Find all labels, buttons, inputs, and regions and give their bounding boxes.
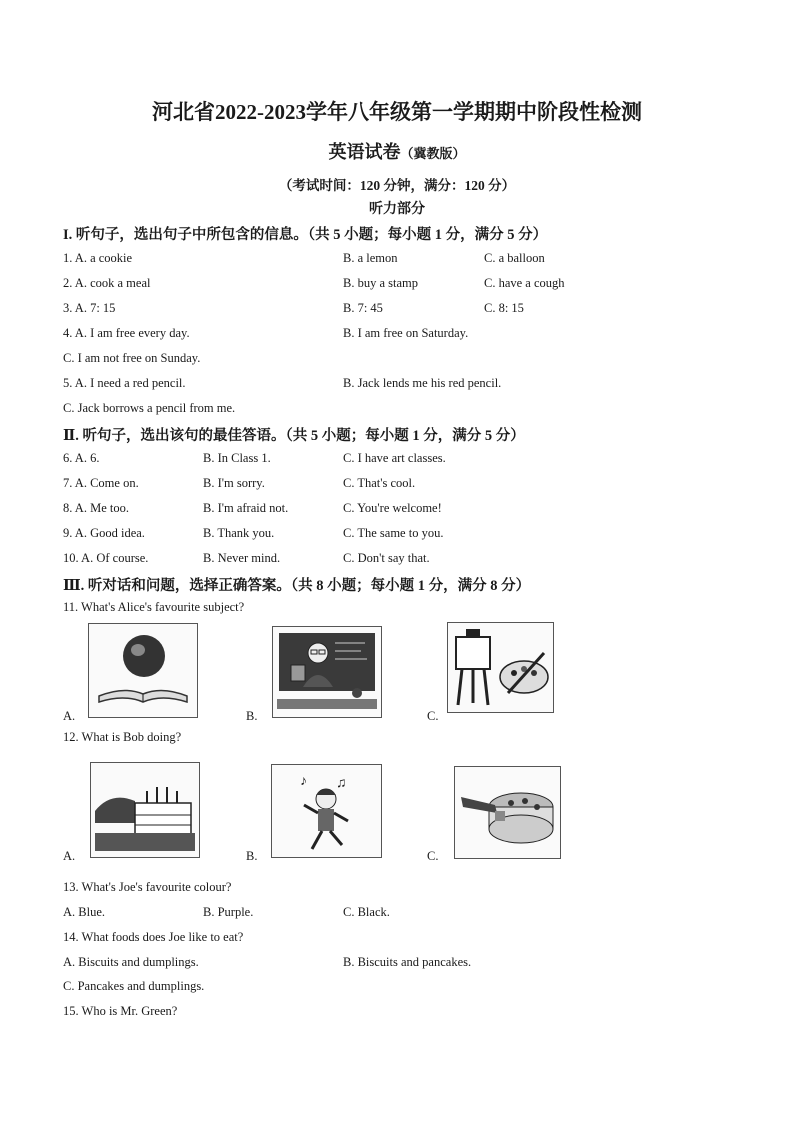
q12-stem: 12. What is Bob doing?	[63, 730, 182, 744]
q1-option-b: B. a lemon	[343, 251, 398, 265]
q12-option-c: C.	[427, 849, 439, 863]
q9-option-c: C. The same to you.	[343, 526, 444, 540]
q14-stem: 14. What foods does Joe like to eat?	[63, 930, 244, 944]
q15-stem: 15. Who is Mr. Green?	[63, 1004, 178, 1018]
subtitle-edition: （冀教版）	[400, 146, 466, 161]
section-1-heading: I. 听句子，选出句子中所包含的信息。（共 5 小题；每小题 1 分，满分 5 分）	[63, 227, 548, 243]
cutting-cake-icon	[454, 766, 561, 859]
q8-option-b: B. I'm afraid not.	[203, 501, 289, 515]
q1-option-c: C. a balloon	[484, 251, 545, 265]
exam-info: （考试时间：120 分钟，满分：120 分）	[278, 178, 516, 193]
globe-on-book-icon	[88, 623, 198, 718]
subtitle-main: 英语试卷	[328, 142, 401, 162]
q14-option-c: C. Pancakes and dumplings.	[63, 979, 205, 993]
q13-option-b: B. Purple.	[203, 905, 254, 919]
q13-option-c: C. Black.	[343, 905, 390, 919]
q4-option-a: 4. A. I am free every day.	[63, 326, 190, 340]
q14-option-b: B. Biscuits and pancakes.	[343, 955, 472, 969]
q13-stem: 13. What's Joe's favourite colour?	[63, 880, 232, 894]
q2-option-c: C. have a cough	[484, 276, 565, 290]
q4-option-b: B. I am free on Saturday.	[343, 326, 469, 340]
teacher-at-blackboard-icon	[272, 626, 382, 718]
q3-option-c: C. 8: 15	[484, 301, 524, 315]
q5-option-b: B. Jack lends me his red pencil.	[343, 376, 502, 390]
q7-option-a: 7. A. Come on.	[63, 476, 139, 490]
q9-option-a: 9. A. Good idea.	[63, 526, 145, 540]
birthday-cake-icon	[90, 762, 200, 858]
dancing-person-icon	[271, 764, 382, 858]
q6-option-b: B. In Class 1.	[203, 451, 271, 465]
q10-option-c: C. Don't say that.	[343, 551, 430, 565]
q6-option-a: 6. A. 6.	[63, 451, 100, 465]
q12-option-b: B.	[246, 849, 258, 863]
q8-option-c: C. You're welcome!	[343, 501, 442, 515]
q6-option-c: C. I have art classes.	[343, 451, 446, 465]
q14-option-a: A. Biscuits and dumplings.	[63, 955, 199, 969]
q9-option-b: B. Thank you.	[203, 526, 275, 540]
exam-subtitle	[0, 138, 794, 164]
easel-and-palette-icon	[447, 622, 554, 713]
q5-option-c: C. Jack borrows a pencil from me.	[63, 401, 236, 415]
q4-option-c: C. I am not free on Sunday.	[63, 351, 201, 365]
svg-text:♪: ♪	[300, 774, 307, 789]
q7-option-c: C. That's cool.	[343, 476, 416, 490]
q12-option-a: A.	[63, 849, 76, 863]
q13-option-a: A. Blue.	[63, 905, 106, 919]
q5-option-a: 5. A. I need a red pencil.	[63, 376, 186, 390]
part-name: 听力部分	[369, 202, 425, 217]
q11-option-b: B.	[246, 709, 258, 723]
section-2-heading: Ⅱ. 听句子，选出该句的最佳答语。（共 5 小题；每小题 1 分，满分 5 分）	[63, 428, 525, 444]
exam-title: 河北省2022-2023学年八年级第一学期期中阶段性检测	[152, 100, 642, 124]
q10-option-a: 10. A. Of course.	[63, 551, 149, 565]
q2-option-a: 2. A. cook a meal	[63, 276, 151, 290]
q7-option-b: B. I'm sorry.	[203, 476, 265, 490]
q11-option-a: A.	[63, 709, 76, 723]
q3-option-a: 3. A. 7: 15	[63, 301, 116, 315]
q3-option-b: B. 7: 45	[343, 301, 383, 315]
q11-option-c: C.	[427, 709, 439, 723]
q11-stem: 11. What's Alice's favourite subject?	[63, 600, 245, 614]
section-3-heading: Ⅲ. 听对话和问题，选择正确答案。（共 8 小题；每小题 1 分，满分 8 分）	[63, 578, 531, 594]
q10-option-b: B. Never mind.	[203, 551, 281, 565]
q1-option-a: 1. A. a cookie	[63, 251, 133, 265]
svg-text:♫: ♫	[336, 776, 347, 791]
q8-option-a: 8. A. Me too.	[63, 501, 129, 515]
q2-option-b: B. buy a stamp	[343, 276, 418, 290]
